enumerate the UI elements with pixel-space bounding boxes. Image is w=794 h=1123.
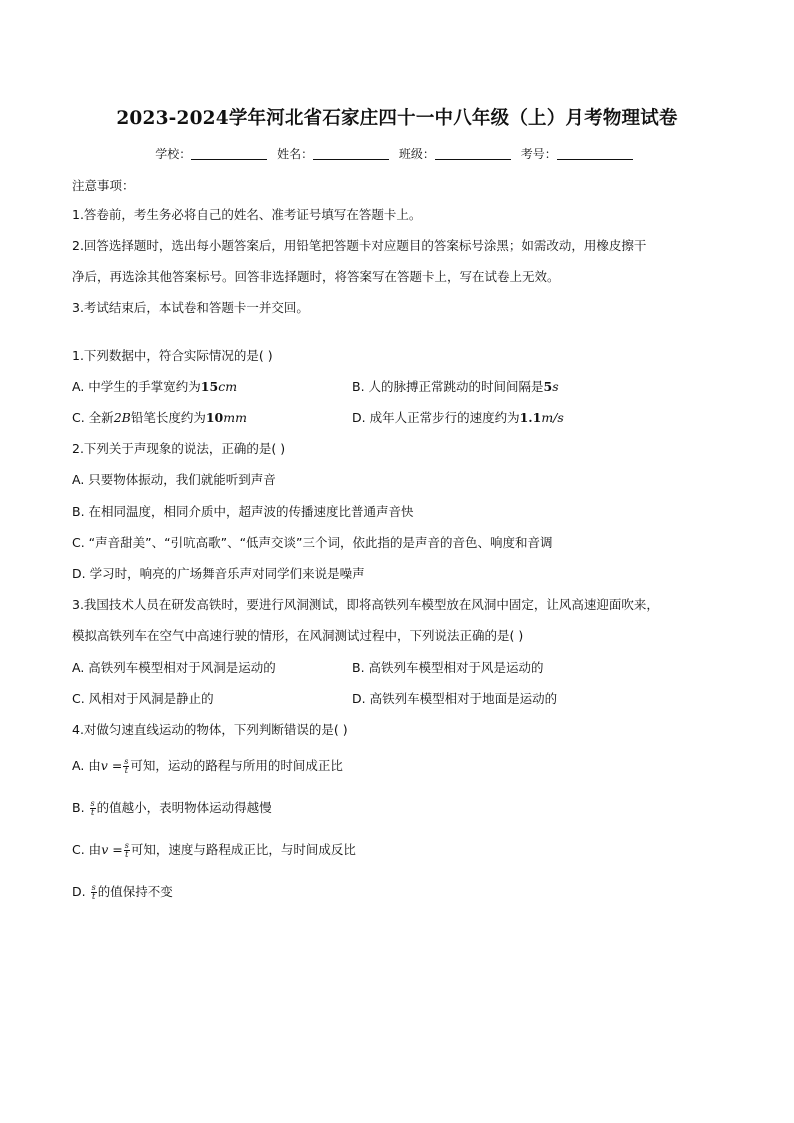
- q4-b-post: 的值越小，表明物体运动得越慢: [96, 800, 272, 815]
- q3-stem-line-2: 模拟高铁列车在空气中高速行驶的情形，在风洞测试过程中，下列说法正确的是( ): [72, 628, 524, 643]
- q4-d-post: 的值保持不变: [97, 884, 173, 899]
- q4-a-frac-num: s: [124, 757, 129, 766]
- notice-item-3: 3.考试结束后，本试卷和答题卡一并交回。: [72, 300, 309, 315]
- notice-item-1: 1.答卷前，考生务必将自己的姓名、准考证号填写在答题卡上。: [72, 207, 422, 222]
- q1-a-unit: cm: [218, 379, 238, 394]
- notice-item-2: 2.回答选择题时，选出每小题答案后，用铅笔把答题卡对应题目的答案标号涂黑；如需改动，用橡皮擦干: [72, 238, 647, 253]
- q1-b-num: 5: [543, 379, 553, 394]
- q4-a-v-eq: v =: [100, 758, 123, 773]
- notice-item-2-cont: 净后，再选涂其他答案标号。回答非选择题时，将答案写在答题卡上，写在试卷上无效。: [72, 269, 560, 284]
- q1-c-mid: 铅笔长度约为: [130, 410, 206, 425]
- q1-c-text: C. 全新: [72, 410, 114, 425]
- school-label: 学校：: [155, 147, 192, 161]
- q1-option-a[interactable]: [72, 378, 237, 396]
- q4-stem: 4.对做匀速直线运动的物体，下列判断错误的是( ): [72, 722, 348, 737]
- q1-a-text: A. 中学生的手掌宽约为: [72, 379, 201, 394]
- q4-d-fraction: [91, 884, 97, 901]
- q4-c-pre: C. 由: [72, 842, 102, 857]
- q1-d-unit: m/s: [541, 410, 564, 425]
- q4-b-pre: B.: [72, 800, 89, 815]
- q4-a-frac-den: t: [124, 766, 128, 775]
- q1-b-unit: s: [552, 379, 559, 394]
- q3-option-a[interactable]: A. 高铁列车模型相对于风洞是运动的: [72, 660, 276, 675]
- name-label: 姓名：: [277, 147, 314, 161]
- exam-no-blank[interactable]: [557, 147, 633, 160]
- q4-c-fraction: [124, 842, 130, 859]
- q1-stem: 1.下列数据中，符合实际情况的是( ): [72, 348, 273, 363]
- q4-c-frac-num: s: [124, 841, 129, 850]
- page-title: 2023-2024学年河北省石家庄四十一中八年级（上）月考物理试卷: [116, 108, 678, 129]
- q2-stem: 2.下列关于声现象的说法，正确的是( ): [72, 441, 286, 456]
- q1-d-num: 1.1: [519, 410, 542, 425]
- q1-option-d[interactable]: [352, 409, 564, 427]
- q2-option-b[interactable]: B. 在相同温度，相同介质中，超声波的传播速度比普通声音快: [72, 504, 414, 519]
- q4-d-frac-num: s: [91, 883, 96, 892]
- name-blank[interactable]: [313, 147, 389, 160]
- q1-c-var: 2B: [113, 410, 131, 425]
- class-blank[interactable]: [435, 147, 511, 160]
- q4-a-pre: A. 由: [72, 758, 101, 773]
- q1-option-b[interactable]: [352, 378, 559, 396]
- q3-option-c[interactable]: C. 风相对于风洞是静止的: [72, 691, 214, 706]
- q1-c-unit: mm: [223, 410, 247, 425]
- school-blank[interactable]: [191, 147, 267, 160]
- q2-option-d[interactable]: D. 学习时，响亮的广场舞音乐声对同学们来说是噪声: [72, 566, 365, 581]
- q4-d-pre: D.: [72, 884, 90, 899]
- student-info-line: [0, 145, 794, 162]
- q4-d-frac-den: t: [92, 892, 96, 901]
- q4-option-c[interactable]: [72, 841, 356, 859]
- q1-c-num: 10: [205, 410, 224, 425]
- q1-a-num: 15: [200, 379, 219, 394]
- exam-no-label: 考号：: [520, 147, 557, 161]
- q4-c-frac-den: t: [125, 850, 129, 859]
- q4-option-a[interactable]: [72, 757, 343, 775]
- q3-stem-line-1: 3.我国技术人员在研发高铁时，要进行风洞测试，即将高铁列车模型放在风洞中固定，让风高速迎面吹来，: [72, 597, 659, 612]
- class-label: 班级：: [398, 147, 435, 161]
- q2-option-a[interactable]: A. 只要物体振动，我们就能听到声音: [72, 472, 276, 487]
- notice-heading: 注意事项：: [72, 178, 135, 193]
- q1-option-c[interactable]: [72, 409, 247, 427]
- q4-a-fraction: [123, 758, 129, 775]
- q4-b-frac-den: t: [90, 808, 95, 817]
- q4-option-b[interactable]: [72, 799, 272, 817]
- q4-b-fraction: [90, 800, 96, 817]
- q3-option-d[interactable]: D. 高铁列车模型相对于地面是运动的: [352, 691, 558, 706]
- q1-b-text: B. 人的脉搏正常跳动的时间间隔是: [352, 379, 544, 394]
- q4-a-post: 可知，运动的路程与所用的时间成正比: [130, 758, 343, 773]
- q4-b-frac-num: s: [90, 799, 95, 808]
- q4-c-v-eq: v =: [101, 842, 123, 857]
- q4-c-post: 可知，速度与路程成正比，与时间成反比: [130, 842, 356, 857]
- q2-option-c[interactable]: C. “声音甜美”、“引吭高歌”、“低声交谈”三个词，依此指的是声音的音色、响度和音调: [72, 535, 553, 550]
- q3-option-b[interactable]: B. 高铁列车模型相对于风是运动的: [352, 660, 544, 675]
- q4-option-d[interactable]: [72, 883, 173, 901]
- q1-d-text: D. 成年人正常步行的速度约为: [352, 410, 520, 425]
